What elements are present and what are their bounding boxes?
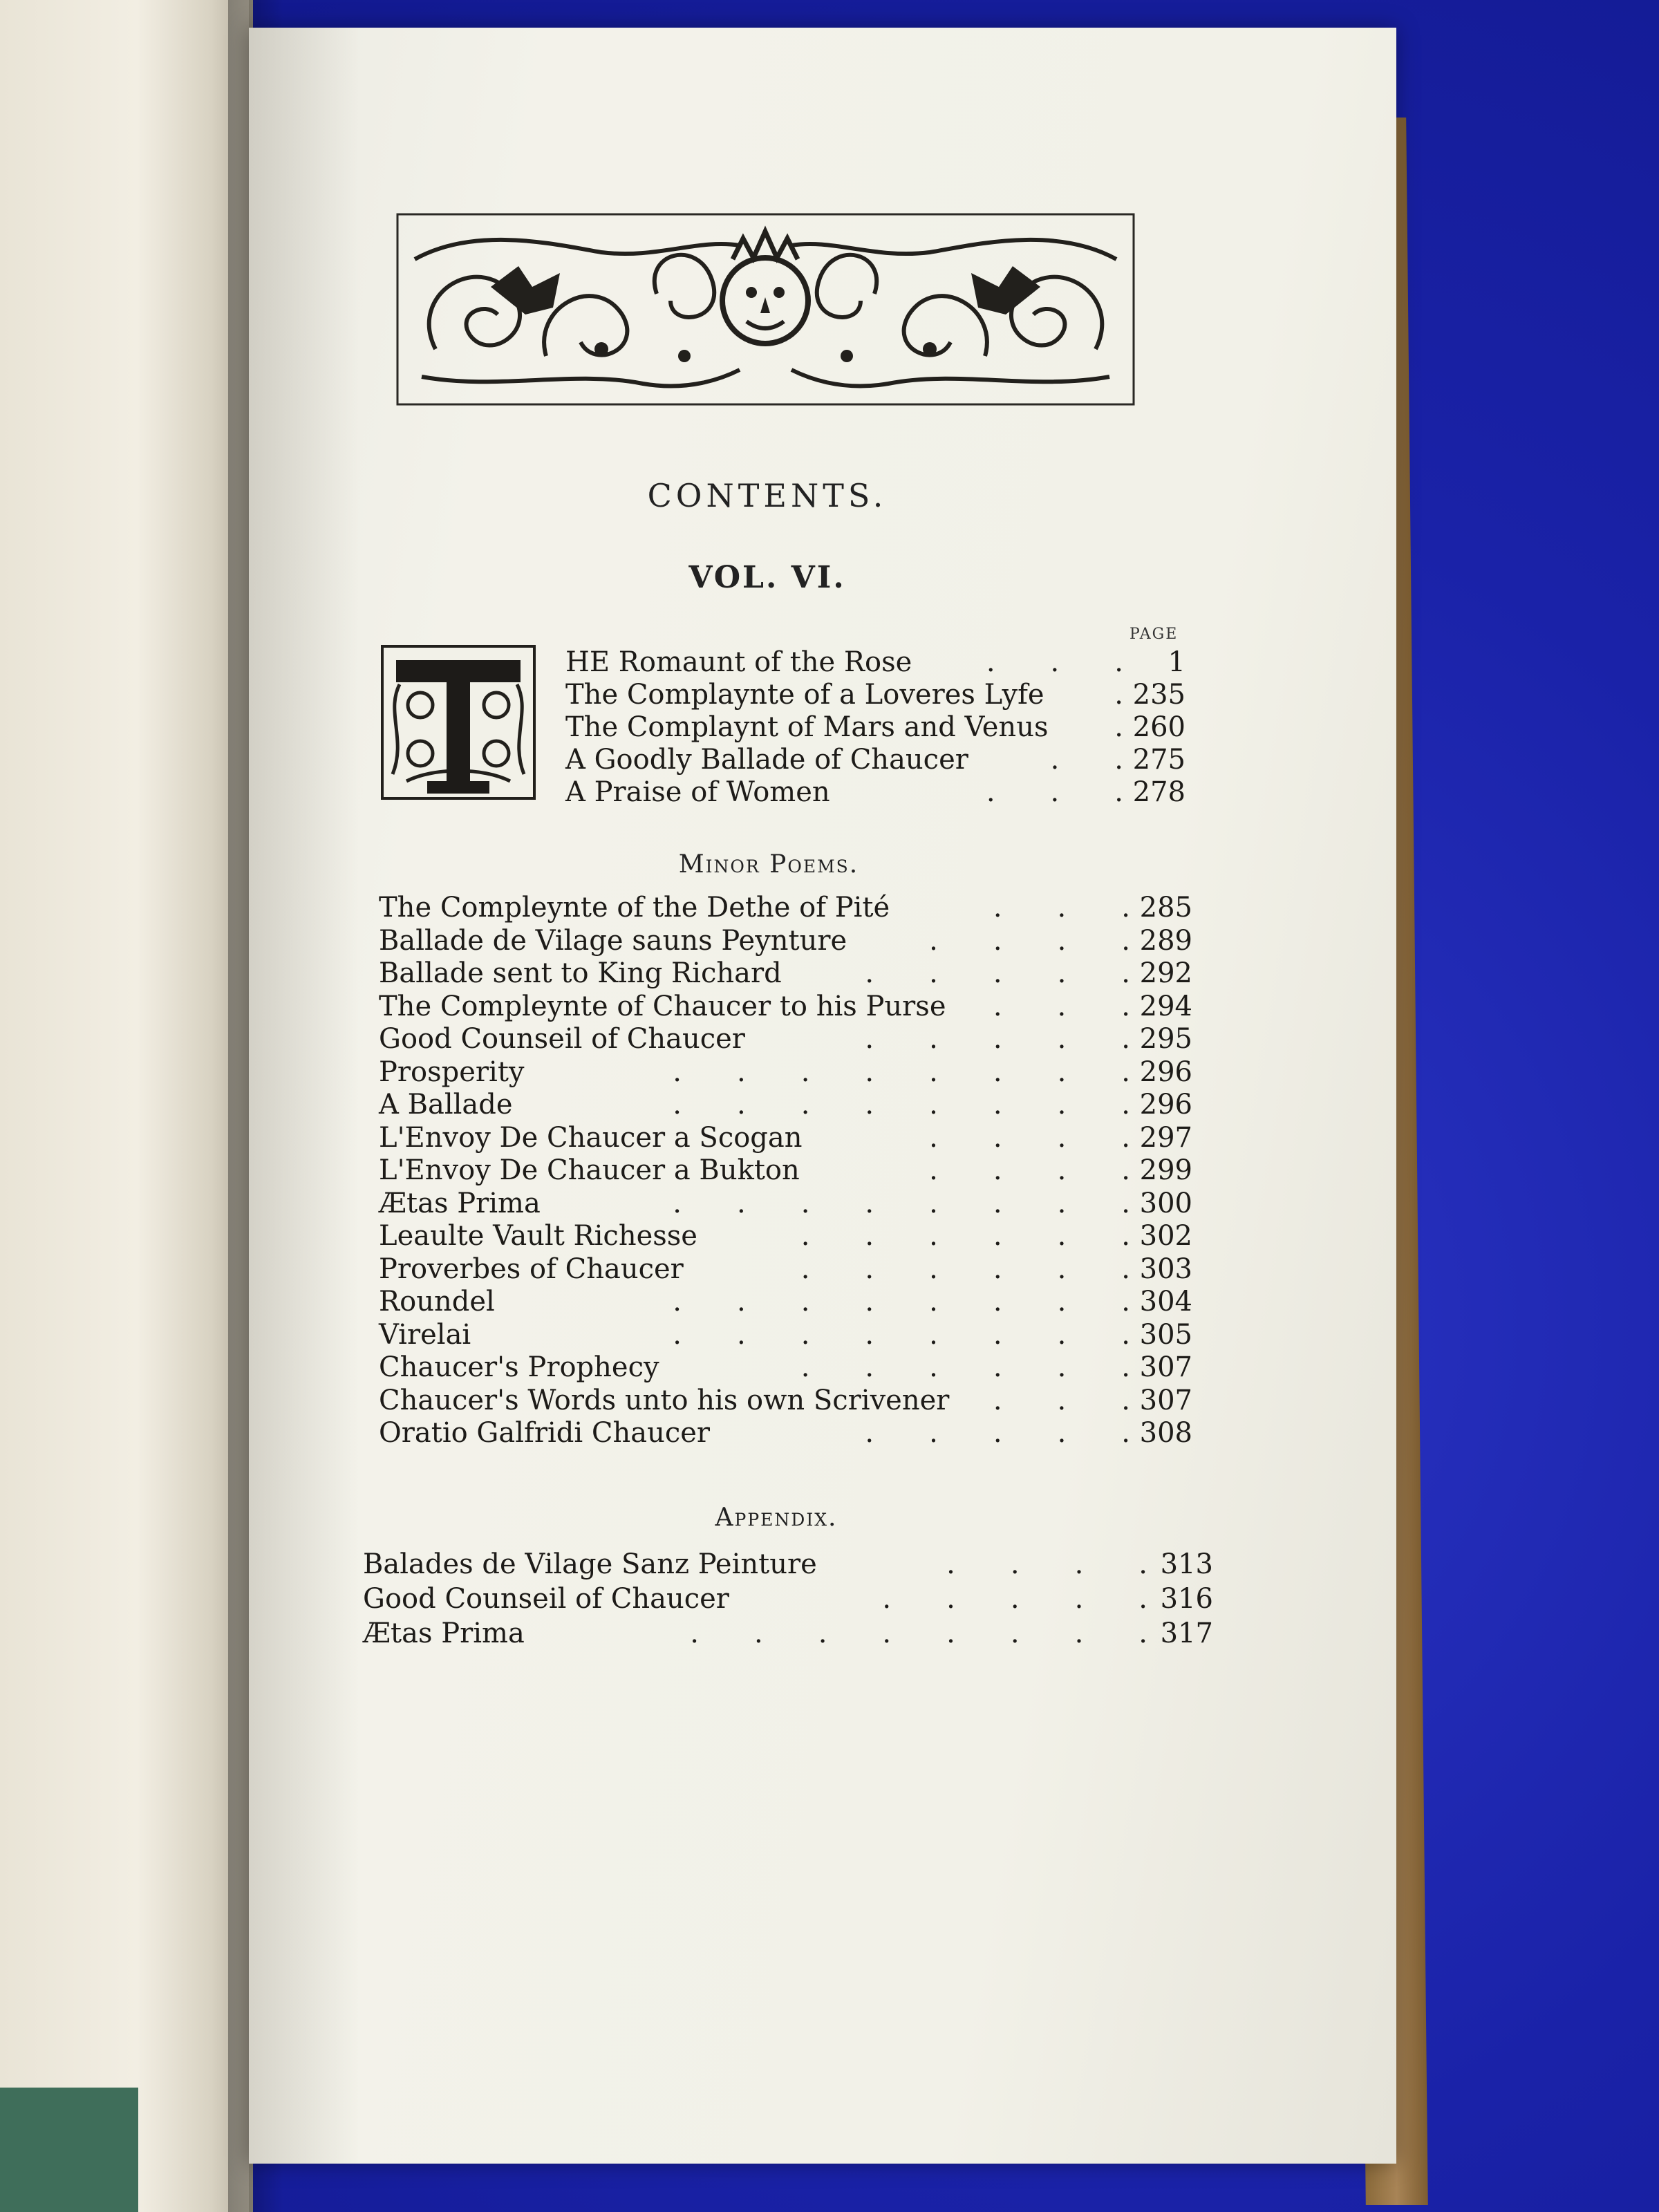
leader-dots: . . . . [929, 924, 1130, 957]
leader-dots: . . . . . . . . [673, 1318, 1130, 1351]
toc-entry-title: Virelai [379, 1318, 471, 1351]
toc-entry-page-number: 289 [1139, 924, 1192, 957]
toc-entry [379, 1089, 1192, 1123]
page-title: CONTENTS. [647, 477, 888, 514]
toc-entry [379, 1417, 1192, 1452]
toc-entry [379, 1385, 1192, 1419]
leader-dots: . . . . . . [800, 1220, 1130, 1252]
toc-entry-title: Chaucer's Prophecy [379, 1351, 659, 1383]
toc-entry-title: Prosperity [379, 1056, 525, 1088]
minor-poems-heading: Minor Poems. [678, 850, 859, 879]
toc-entry [363, 1618, 1213, 1652]
toc-entry-title: Oratio Galfridi Chaucer [379, 1417, 711, 1449]
toc-entry [379, 1253, 1192, 1288]
toc-entry-page-number: 304 [1139, 1286, 1192, 1318]
leader-dots: . . . [993, 1384, 1130, 1416]
toc-entry-title: Roundel [379, 1286, 495, 1318]
toc-entry [565, 776, 1185, 811]
toc-entry-title: Chaucer's Words unto his own Scrivener [379, 1384, 950, 1416]
leader-dots: . . . . . [865, 957, 1130, 989]
toc-entry-title: L'Envoy De Chaucer a Bukton [379, 1154, 800, 1186]
toc-entry-title: Good Counseil of Chaucer [379, 1023, 745, 1055]
leader-dots: . . . . . . . . [690, 1618, 1147, 1649]
leader-dots: . [1114, 711, 1123, 743]
leader-dots: . . . . . . [800, 1351, 1130, 1383]
leader-dots: . . . . [929, 1121, 1130, 1154]
toc-entry [379, 1154, 1192, 1189]
toc-entry [565, 646, 1185, 681]
toc-entry [379, 991, 1192, 1025]
toc-entry-page-number: 278 [1132, 776, 1185, 808]
toc-entry-page-number: 316 [1160, 1583, 1213, 1615]
green-cover-corner [0, 2088, 138, 2212]
toc-entry-title: Balades de Vilage Sanz Peinture [363, 1548, 817, 1580]
leader-dots: . . . [993, 990, 1130, 1022]
toc-entry [565, 711, 1185, 746]
toc-entry-page-number: 296 [1139, 1089, 1192, 1121]
leader-dots: . . . [986, 646, 1123, 678]
facing-left-page [0, 0, 253, 2212]
appendix-heading: Appendix. [715, 1503, 838, 1532]
toc-entry-page-number: 307 [1139, 1384, 1192, 1416]
toc-entry-title: Ætas Prima [379, 1187, 541, 1219]
toc-entry [379, 1188, 1192, 1222]
toc-entry-page-number: 307 [1139, 1351, 1192, 1383]
leader-dots: . . . [986, 776, 1123, 808]
toc-entry-page-number: 308 [1139, 1417, 1192, 1449]
toc-entry-title: The Complaynt of Mars and Venus [565, 711, 1049, 743]
toc-entry-page-number: 300 [1139, 1187, 1192, 1219]
toc-entry-page-number: 260 [1132, 711, 1185, 743]
toc-entry [379, 925, 1192, 959]
toc-entry [379, 1351, 1192, 1386]
leader-dots: . . . . . [882, 1583, 1147, 1615]
toc-entry-page-number: 292 [1139, 957, 1192, 989]
toc-entry-page-number: 296 [1139, 1056, 1192, 1088]
toc-entry [379, 1319, 1192, 1353]
page-column-label: PAGE [1130, 626, 1179, 643]
toc-entry [565, 679, 1185, 713]
toc-entry-title: A Goodly Ballade of Chaucer [565, 744, 968, 776]
toc-entry-page-number: 313 [1160, 1548, 1213, 1580]
toc-entry-page-number: 235 [1132, 679, 1185, 711]
leader-dots: . . . . . [865, 1417, 1130, 1449]
dropcap-t-image [379, 643, 538, 802]
leader-dots: . . . . . [865, 1023, 1130, 1055]
toc-entry-page-number: 317 [1160, 1618, 1213, 1649]
leader-dots: . . . . . . . . [673, 1089, 1130, 1121]
toc-entry [379, 1286, 1192, 1320]
leader-dots: . [1114, 679, 1123, 711]
toc-entry [363, 1548, 1213, 1583]
toc-entry [379, 1122, 1192, 1156]
toc-entry [379, 957, 1192, 992]
leader-dots: . . . . . . . . [673, 1286, 1130, 1318]
toc-entry-title: Leaulte Vault Richesse [379, 1220, 697, 1252]
toc-entry [379, 1220, 1192, 1255]
leader-dots: . . . . [946, 1548, 1147, 1580]
toc-entry-title: The Compleynte of Chaucer to his Purse [379, 990, 946, 1022]
toc-entry-title: Proverbes of Chaucer [379, 1253, 684, 1285]
leader-dots: . . . [993, 892, 1130, 924]
toc-entry [565, 744, 1185, 778]
toc-entry-page-number: 1 [1168, 646, 1185, 678]
toc-entry-title: A Ballade [379, 1089, 513, 1121]
toc-entry [363, 1583, 1213, 1618]
toc-entry-title: L'Envoy De Chaucer a Scogan [379, 1121, 803, 1154]
volume-heading: VOL. VI. [688, 560, 846, 595]
toc-entry-title: HE Romaunt of the Rose [565, 646, 912, 678]
toc-entry-page-number: 275 [1132, 744, 1185, 776]
toc-entry-page-number: 295 [1139, 1023, 1192, 1055]
leader-dots: . . [1050, 744, 1123, 776]
toc-entry-title: Ballade sent to King Richard [379, 957, 782, 989]
toc-entry-page-number: 299 [1139, 1154, 1192, 1186]
toc-entry-page-number: 305 [1139, 1318, 1192, 1351]
toc-entry-page-number: 285 [1139, 892, 1192, 924]
toc-entry-title: A Praise of Women [565, 776, 830, 808]
toc-entry-page-number: 294 [1139, 990, 1192, 1022]
leader-dots: . . . . [929, 1154, 1130, 1186]
leader-dots: . . . . . . . . [673, 1187, 1130, 1219]
toc-entry-title: The Compleynte of the Dethe of Pité [379, 892, 890, 924]
toc-entry-title: Good Counseil of Chaucer [363, 1583, 729, 1615]
toc-entry-title: Ætas Prima [363, 1618, 525, 1649]
leader-dots: . . . . . . [800, 1253, 1130, 1285]
toc-entry-page-number: 303 [1139, 1253, 1192, 1285]
ornamental-headpiece [394, 211, 1137, 408]
toc-entry [379, 1056, 1192, 1091]
toc-entry [379, 1023, 1192, 1058]
toc-entry [379, 892, 1192, 926]
toc-entry-page-number: 297 [1139, 1121, 1192, 1154]
toc-entry-title: Ballade de Vilage sauns Peynture [379, 924, 847, 957]
toc-entry-page-number: 302 [1139, 1220, 1192, 1252]
leader-dots: . . . . . . . . [673, 1056, 1130, 1088]
toc-entry-title: The Complaynte of a Loveres Lyfe [565, 679, 1044, 711]
